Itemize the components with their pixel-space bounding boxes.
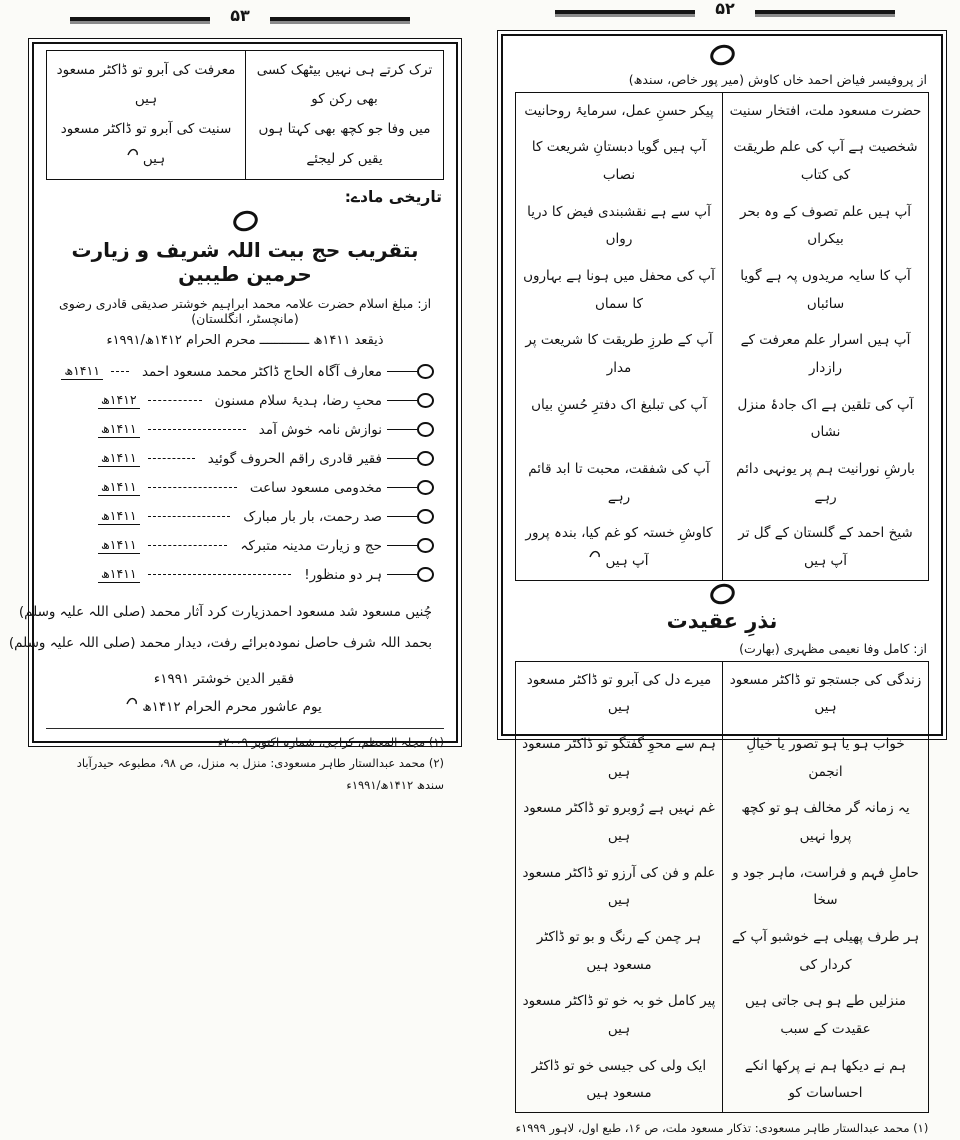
circle-bullet-icon [417, 422, 434, 437]
dash-fill-line [148, 458, 195, 459]
chronogram-text: فقیر قادری راقم الحروف گوئید [207, 450, 382, 467]
chronogram-text: معارف آگاہ الحاج ڈاکٹر محمد مسعود احمد [141, 363, 382, 380]
chronogram-text: نوازش نامہ خوش آمد [258, 421, 382, 438]
ornament-circle-icon [707, 581, 737, 608]
chronogram-year: ۱۴۱۱ھ [98, 421, 140, 438]
poem-line-text: کاوشِ خستہ کو غم کیا، بندہ پرور آپ ہیں [525, 525, 713, 569]
poem-line: معرفت کی آبرو تو ڈاکٹر مسعود ہیں [56, 61, 236, 108]
chronogram-item [46, 475, 444, 501]
signature-date-text: یوم عاشور محرم الحرام ۱۴۱۲ھ [142, 699, 322, 716]
poem-line-text: سنیت کی آبرو تو ڈاکٹر مسعود ہیں [60, 120, 232, 167]
couplet-line: چُنیں مسعود شد مسعود احمد [265, 603, 432, 620]
poem-line: آپ سے ہے نقشبندی فیض کا دریا رواں [527, 203, 711, 248]
chronogram-text: محبِ رضا، ہدیۂ سلام مسنون [214, 392, 382, 409]
verse-end-mark-icon [127, 147, 139, 157]
poem-line: شیخ احمد کے گلستان کے گل تر آپ ہیں [722, 516, 928, 580]
poem-line: ہم نے دیکھا ہم نے پرکھا انکے احساسات کو [722, 1048, 928, 1112]
poem-line: پیکر حسنِ عمل، سرمایۂ روحانیت [524, 102, 714, 119]
poem-line [53, 115, 239, 174]
page-53 [8, 38, 462, 793]
signature-date [74, 693, 374, 721]
poem-line: ہم سے محوِ گفتگو تو ڈاکٹر مسعود ہیں [522, 735, 716, 780]
dash-fill-line [148, 545, 228, 546]
chronogram-item [46, 388, 444, 414]
section-heading: تاریخی مادے: [344, 187, 442, 206]
section-byline: از: کامل وفا نعیمی مظہری (بھارت) [739, 641, 927, 657]
poem-line: آپ ہیں گویا دبستانِ شریعت کا نصاب [531, 139, 707, 183]
connector-line [387, 371, 417, 372]
circle-bullet-icon [417, 509, 434, 524]
date-range: ذیقعد ۱۴۱۱ھ ـــــــــــــ محرم الحرام ۱۴۱۲ھ/۱۹۹۱ء [106, 332, 384, 348]
poem-line: میں وفا جو کچھ بھی کہتا ہوں یقیں کر لیجئے [258, 120, 431, 167]
page-52 [497, 30, 947, 1136]
chronogram-year: ۱۴۱۱ھ [98, 450, 140, 467]
chronogram-year: ۱۴۱۱ھ [98, 508, 140, 525]
dash-fill-line [148, 516, 231, 517]
footnote: (۲) محمد عبدالستار طاہر مسعودی: منزل بہ منزل، ص ۹۸، مطبوعہ حیدرآباد سندھ ۱۴۱۲ھ/۱۹۹۱ء [76, 756, 444, 793]
poem-table-2 [515, 661, 929, 1113]
poem-cell [245, 51, 443, 179]
ornament-circle-icon [230, 207, 260, 234]
circle-bullet-icon [417, 451, 434, 466]
dash-fill-line [148, 400, 202, 401]
chronogram-list [46, 356, 444, 591]
chronogram-text: ہر دو منظور! [304, 566, 382, 583]
footnote-rule [46, 728, 444, 729]
poem-line: حضرت مسعود ملت، افتخار سنیت [722, 93, 928, 130]
page-52-inner [501, 34, 943, 1136]
verse-end-mark-icon [126, 696, 138, 706]
page-52-header [555, 0, 895, 20]
poem-line: زندگی کی جستجو تو ڈاکٹر مسعود ہیں [722, 662, 928, 726]
poem-line: ہر طرف پھیلی ہے خوشبو آپ کے کردار کی [722, 919, 928, 983]
circle-bullet-icon [417, 364, 434, 379]
signature-block [74, 665, 374, 722]
poem-byline: از پروفیسر فیاض احمد خاں کاوش (میر پور خاص، سندھ) [628, 72, 927, 87]
poem-line: خواب ہو یا ہو تصور یا خیالِ انجمن [722, 726, 928, 790]
poem-line: بارشِ نورانیت ہم پر یونہی دائم رہے [722, 451, 928, 515]
ornament-circle-icon [707, 42, 737, 69]
connector-line [387, 516, 417, 517]
poem-line: آپ کی شفقت، محبت تا ابد قائم رہے [528, 460, 710, 505]
article-byline: از: مبلغ اسلام حضرت علامہ محمد ابراہیم خوشتر صدیقی قادری رضوی (مانچسٹر، انگلستان) [58, 295, 432, 326]
poem-line: ہر چمن کے رنگ و بو تو ڈاکٹر مسعود ہیں [536, 928, 702, 973]
poem-line [516, 516, 722, 580]
couplet-row [8, 628, 444, 659]
page-rule [70, 17, 210, 21]
circle-bullet-icon [417, 393, 434, 408]
poem-line: پیر کامل خو بہ خو تو ڈاکٹر مسعود ہیں [522, 993, 716, 1037]
chronogram-item [46, 504, 444, 530]
poem-cell [47, 51, 245, 179]
poem-table-1 [515, 92, 929, 581]
poem-line: آپ کے طرزِ طریقت کا شریعت پر مدار [525, 332, 713, 376]
couplet-line: برائے رفت، دیدار محمد (صلی اللہ علیہ وسلم) [8, 634, 268, 651]
chronogram-text: صد رحمت، بار بار مبارک [243, 508, 382, 525]
chronogram-year: ۱۴۱۱ھ [98, 479, 140, 496]
connector-line [387, 429, 417, 430]
couplet-line: بحمد اللہ شرف حاصل نمودہ [267, 634, 432, 651]
page-53-inner [8, 42, 458, 793]
chronogram-item [46, 446, 444, 472]
connector-line [387, 400, 417, 401]
poem-line: آپ ہیں علم تصوف کے وہ بحر بیکراں [722, 194, 928, 258]
dash-fill-line [148, 487, 237, 488]
chronogram-year: ۱۴۱۱ھ [98, 537, 140, 554]
page-rule [555, 10, 695, 14]
poem-line: شخصیت ہے آپ کی علم طریقت کی کتاب [722, 130, 928, 194]
couplet-row [18, 597, 444, 628]
connector-line [387, 487, 417, 488]
circle-bullet-icon [417, 538, 434, 553]
couplet-line: زیارت کرد آثار محمد (صلی اللہ علیہ وسلم) [18, 603, 266, 620]
poem-line: آپ ہیں اسرار علم معرفت کے رازدار [722, 323, 928, 387]
dash-fill-line [111, 371, 129, 372]
circle-bullet-icon [417, 567, 434, 582]
poem-line: آپ کا سایہ مریدوں پہ ہے گویا سائباں [722, 258, 928, 322]
couplet-block [8, 597, 444, 659]
article-title: بتقریب حج بیت اللہ شریف و زیارت حرمین طیبین [71, 237, 419, 286]
chronogram-year: ۱۴۱۲ھ [98, 392, 140, 409]
page-number: ۵۳ [230, 6, 250, 25]
page-number: ۵۲ [715, 0, 735, 18]
chronogram-year: ۱۴۱۱ھ [98, 566, 140, 583]
verse-end-mark-icon [589, 549, 601, 559]
page-rule [755, 10, 895, 14]
poem-line: آپ کی تبلیغ اک دفترِ حُسنِ بیاں [531, 396, 707, 413]
chronogram-text: حج و زیارت مدینہ متبرکہ [240, 537, 382, 554]
circle-bullet-icon [417, 480, 434, 495]
poem-line: آپ کی تلقین ہے اک جادۂ منزل نشاں [722, 387, 928, 451]
chronogram-item [46, 562, 444, 588]
footnote: (۱) مجلہ المعظم، کراچی، شمارہ اکتوبر ۲۰۰۹ء [217, 734, 444, 749]
section-title: نذرِ عقیدت [666, 609, 778, 634]
poem-line: آپ کی محفل میں ہونا ہے بہاروں کا سماں [523, 267, 715, 312]
poem-table-top [46, 50, 444, 180]
dash-fill-line [148, 429, 246, 430]
dash-fill-line [148, 574, 292, 575]
connector-line [387, 574, 417, 575]
poem-line: ترک کرتے ہی نہیں بیٹھک کسی بھی رکن کو [256, 61, 433, 108]
connector-line [387, 545, 417, 546]
page-rule [270, 17, 410, 21]
poem-line: یہ زمانہ گر مخالف ہو تو کچھ پروا نہیں [722, 791, 928, 855]
footnote: (۱) محمد عبدالستار طاہر مسعودی: تذکار مسعود ملت، ص ۱۶، طبع اول، لاہور ۱۹۹۹ء [515, 1121, 929, 1136]
poem-line: ایک ولی کی جیسی خو تو ڈاکٹر مسعود ہیں [531, 1057, 707, 1102]
chronogram-text: مخدومی مسعود ساعت [249, 479, 382, 496]
poem-line: منزلیں طے ہو ہی جاتی ہیں عقیدت کے سبب [722, 984, 928, 1048]
connector-line [387, 458, 417, 459]
poem-line: علم و فن کی آرزو تو ڈاکٹر مسعود ہیں [522, 864, 716, 909]
poem-line: غم نہیں ہے رُوبرو تو ڈاکٹر مسعود ہیں [523, 800, 715, 844]
page-53-header [70, 6, 410, 27]
chronogram-year: ۱۴۱۱ھ [61, 363, 103, 380]
poem-line: میرے دل کی آبرو تو ڈاکٹر مسعود ہیں [526, 671, 712, 716]
signature-name: فقیر الدین خوشتر ۱۹۹۱ء [153, 670, 295, 687]
chronogram-item [46, 359, 444, 385]
poem-line: حاملِ فہم و فراست، ماہر جود و سخا [722, 855, 928, 919]
chronogram-item [46, 533, 444, 559]
chronogram-item [46, 417, 444, 443]
